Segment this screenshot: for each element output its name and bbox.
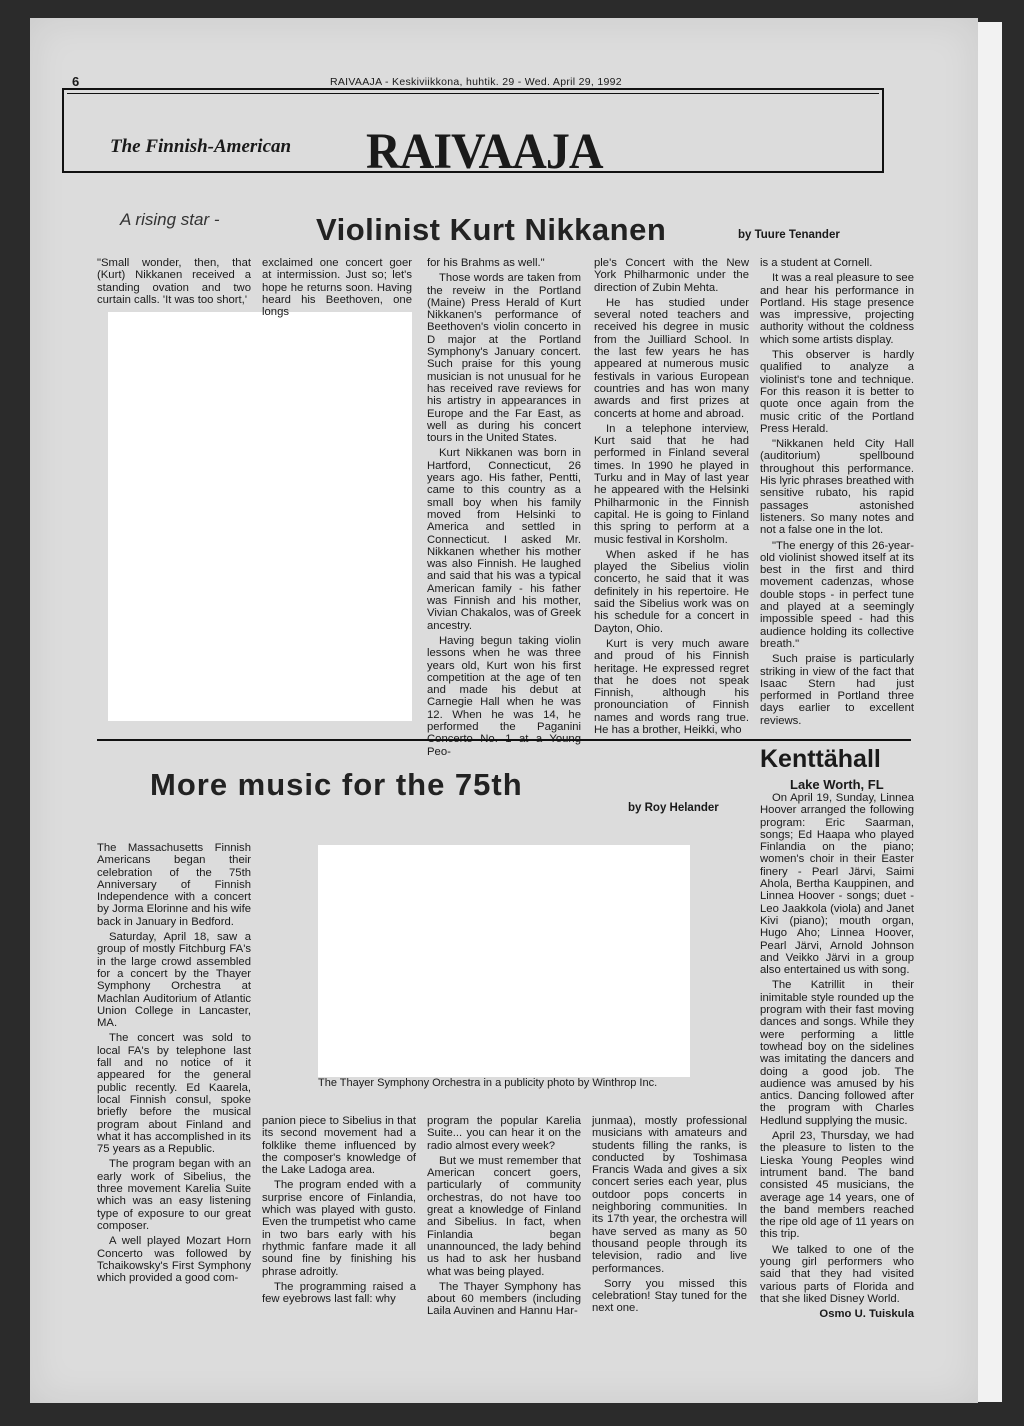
story1-column-4 [594, 257, 749, 736]
story1-col5-paragraph: It was a real pleasure to see and hear his performance in Portland. His stage presence was impressive, projecting authority without the coldness which some artists display. [760, 272, 914, 346]
story3-column [760, 792, 914, 1332]
story1-column-2 [262, 257, 412, 319]
story2-photo-caption: The Thayer Symphony Orchestra in a publicity photo by Winthrop Inc. [318, 1077, 658, 1089]
story1-headline: Violinist Kurt Nikkanen [316, 212, 667, 247]
story1-col4-paragraph: In a telephone interview, Kurt said that he had performed in Finland several times. In 1990 he played in Turku and in May of last year he appeared with the Helsinki Philharmonic in the Finnish capital. He is going to Finland this spring to perform at a music festival in Korsholm. [594, 422, 749, 546]
story2-col1-paragraph: The program began with an early work of Sibelius, the three movement Karelia Suite which was an easy listening type of exposure to our great composer. [97, 1158, 251, 1232]
story3-paragraph: The Katrillit in their inimitable style rounded up the program with their fast moving dances and songs. While they were performing a little towhead boy on the sidelines was imitating the dancers and doing a good job. The audience was amused by his antics. Dancing followed after the program with Charles Hedlund supplying the music. [760, 979, 914, 1127]
story2-col4-paragraph: junmaa), mostly professional musicians with amateurs and students filling the ranks, is conducted by Toshimasa Francis Wada and gives a six concert series each year, plus outdoor pops concerts in neighboring communities. In its 17th year, the orchestra will have served as many as 50 thousand people through its television, radio and live performances. [592, 1115, 747, 1275]
story2-col2-paragraph: The programming raised a few eyebrows last fall: why [262, 1280, 416, 1306]
page-edge [978, 22, 1002, 1402]
story1-col3-paragraph: Those words are taken from the reveiw in the Portland (Maine) Press Herald of Kurt Nikkanen's performance of Beethoven's violin concerto in D major at the Portland Symphony's January concert. Such praise for this young musician is not unusual for he has received rave reviews for his artistry in appearances in Europe and the Far East, as well as during his concert tours in the United States. [427, 272, 581, 445]
story1-col4-paragraph: When asked if he has played the Sibelius violin concerto, he said that it was definitely in his repertoire. He said the Sibelius work was on his schedule for a concert in Dayton, Ohio. [594, 548, 749, 635]
story2-byline: by Roy Helander [628, 802, 719, 814]
story2-col2-paragraph: The program ended with a surprise encore of Finlandia, which was played with gusto. Even the trumpetist who came in two bars early with his rhythmic fanfare made it all sound fine by finishing his phrase adroitly. [262, 1179, 416, 1278]
story1-col2-text: exclaimed one concert goer at intermission. Just so; let's hope he returns soon. Having heard his Beethoven, one longs [262, 257, 412, 319]
masthead-subtitle: The Finnish-American [110, 136, 292, 157]
section-divider [97, 739, 911, 741]
story3-title: Kenttähall [760, 745, 881, 773]
story2-col1-paragraph: Saturday, April 18, saw a group of mostly Fitchburg FA's in the large crowd assembled for a concert by the Thayer Symphony Orchestra at Machlan Auditorium of Atlantic Union College in Lancaster, MA. [97, 931, 251, 1030]
story1-col5-paragraph: is a student at Cornell. [760, 257, 873, 269]
folio-line: RAIVAAJA - Keskiviikkona, huhtik. 29 - Wed. April 29, 1992 [330, 76, 622, 88]
story2-col3-paragraph: program the popular Karelia Suite... you can hear it on the radio almost every week? [427, 1115, 581, 1152]
story2-headline: More music for the 75th [150, 767, 523, 802]
story1-column-1 [97, 257, 251, 307]
story1-col3-paragraph: Kurt Nikkanen was born in Hartford, Connecticut, 26 years ago. His father, Pentti, came to this country as a small boy when his family moved from Helsinki to America and settled in Connecticut. I asked Mr. Nikkanen whether his mother was also Finnish. He laughed and said that his was a typical American family - his father was Finnish and his mother, Vivian Chakalos, was of Greek ancestry. [427, 447, 581, 632]
story1-col3-paragraph: for his Brahms as well." [427, 257, 545, 269]
story3-paragraph: On April 19, Sunday, Linnea Hoover arranged the following program: Eric Saarman, songs; Ed Haapa who played Finlandia on the piano; women's choir in their Easter finery - Pearl Järvi, Saimi Ahola, Bertha Kauppinen, and Linnea Hoover - songs; duet - Leo Jaakkola (viola) and Janet Kivi (piano); mouth organ, Hugo Aho; Linnea Hoover, Pearl Järvi, Arnold Johnson and Veikko Järvi in a group also entertained us with song. [760, 792, 914, 977]
story2-column-4 [592, 1115, 747, 1325]
story2-column-3 [427, 1115, 581, 1325]
story3-subtitle: Lake Worth, FL [790, 777, 884, 792]
masthead-title: RAIVAAJA [366, 123, 603, 180]
page-number: 6 [72, 74, 80, 89]
story3-paragraph: April 23, Thursday, we had the pleasure to listen to the Lieska Young Peoples wind intrument band. The band consisted 45 musicians, the average age 14 years, one of the band members reached the ripe old age of 11 years on this trip. [760, 1130, 914, 1241]
story1-column-3 [427, 257, 581, 758]
story1-column-5 [760, 257, 914, 732]
story2-col2-paragraph: panion piece to Sibelius in that its second movement had a folklike theme influenced by the composer's knowledge of the Lake Ladoga area. [262, 1115, 416, 1177]
story2-col3-paragraph: The Thayer Symphony has about 60 members (including Laila Auvinen and Hannu Har- [427, 1280, 581, 1318]
story2-col1-paragraph: A well played Mozart Horn Concerto was followed by Tchaikowsky's First Symphony which provided a good com- [97, 1235, 251, 1285]
story1-col3-paragraph: Having begun taking violin lessons when he was three years old, Kurt won his first competition at the age of ten and made his debut at Carnegie Hall when he was 12. When he was 14, he performed the Paganini Peo- [427, 634, 581, 758]
story2-col1-paragraph: The concert was sold to local FA's by telephone last fall and no notice of it appeared for the general public recently. Ed Kaarela, local Finnish consul, spoke briefly before the musical program about Finland and what it has accomplished in its 75 years as a Republic. [97, 1032, 251, 1156]
story1-col5-paragraph: "The energy of this 26-year-old violinist showed itself at its best in the first and third movement cadenzas, whose double stops - in perfect tune and played at a seemingly impossible speed - had this audience holding its collective breath." [760, 539, 914, 650]
story1-col5-paragraph: Such praise is particularly striking in view of the fact that Isaac Stern had just performed in Portland three days earlier to excellent reviews. [760, 653, 914, 727]
story1-photo [108, 312, 412, 721]
story1-col4-paragraph: ple's Concert with the New York Philharmonic under the direction of Zubin Mehta. [594, 257, 749, 294]
story1-col5-paragraph: "Nikkanen held City Hall (auditorium) spellbound throughout this performance. His lyric phrases breathed with sensitive rubato, his rapid passages astonished listeners. So many notes and not a false one in the lot. [760, 438, 914, 537]
story1-byline: by Tuure Tenander [738, 229, 840, 241]
story2-col3-paragraph: But we must remember that American concert goers, particularly of community orchestras, do not have too great a knowledge of Finland and Sibelius. In fact, when Finlandia began unannounced, the lady behind us had to ask her husband what was being played. [427, 1154, 581, 1278]
story1-col1-text: "Small wonder, then, that (Kurt) Nikkanen received a standing ovation and two curtain calls. 'It was too short,' [97, 257, 251, 306]
story2-column-1 [97, 842, 251, 1322]
story2-column-2 [262, 1115, 416, 1325]
story3-signature: Osmo U. Tuiskula [819, 1308, 914, 1321]
story2-col4-paragraph: Sorry you missed this celebration! Stay tuned for the next one. [592, 1277, 747, 1315]
story1-col5-paragraph: This observer is hardly qualified to analyze a violinist's tone and technique. For this reason it is better to quote once again from the music critic of the Portland Press Herald. [760, 349, 914, 435]
story2-col1-paragraph: The Massachusetts Finnish Americans began their celebration of the 75th Anniversary of Finnish Independence with a concert by Jorma Elorinne and his wife back in January in Bedford. [97, 842, 251, 928]
story1-col4-paragraph: Kurt is very much aware and proud of his Finnish heritage. He expressed regret that he does not speak Finnish, although his pronounciation of Finnish names and words rang true. He has a brother, Heikki, who [594, 637, 749, 736]
story2-photo [318, 845, 690, 1077]
story1-col4-paragraph: He has studied under several noted teachers and received his degree in music from the Juilliard School. In the last few years he has appeared at numerous music festivals in various European countries and has won many awards and first prizes at concerts at home and abroad. [594, 296, 749, 420]
story3-paragraph: We talked to one of the young girl performers who said that they had visited various parts of Florida and that she liked Disney World. [760, 1243, 914, 1305]
story1-kicker: A rising star - [120, 210, 220, 229]
